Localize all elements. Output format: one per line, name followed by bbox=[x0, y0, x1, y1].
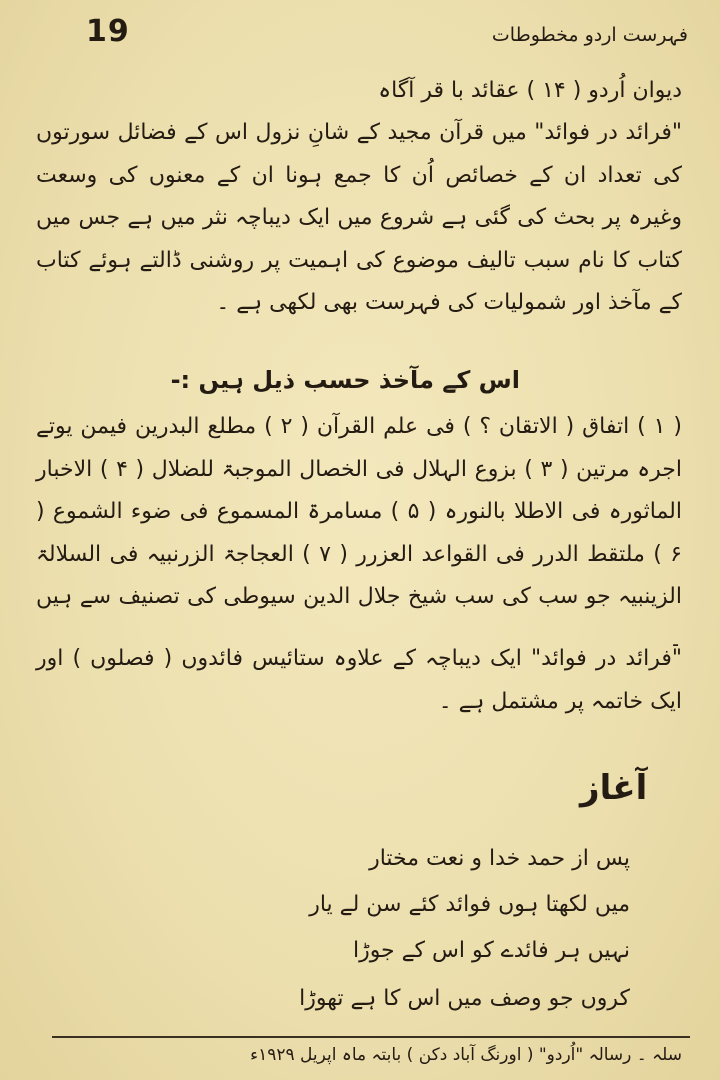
contents-paragraph: "فرائد در فوائد" ایک دیباچہ کے علاوہ ستائیس فائدوں ( فصلوں ) اور ایک خاتمہ پر مشتمل ہے ۔ bbox=[36, 646, 682, 714]
verse-line: کروں جو وصف میں اس کا ہے تھوڑا bbox=[299, 986, 630, 1011]
page-number: 19 bbox=[86, 14, 130, 49]
description-paragraph: "فرائد در فوائد" میں قرآن مجید کے شانِ نزول اس کے فضائل سورتوں کی تعداد ان کے خصائص اُن کا جمع ہونا ان کے معنوں کی وسعت وغیرہ پر بحث کی گئی ہے شروع میں ایک دیباچہ نثر میں ہے جس میں کتاب کا نام سبب تالیف موضوع کی اہمیت پر روشنی ڈالتے ہوئے کتاب کے مآخذ اور شمولیات کی فہرست بھی لکھی ہے ۔ bbox=[36, 120, 682, 315]
running-header: فہرست اردو مخطوطات bbox=[491, 24, 688, 46]
footnote-divider bbox=[52, 1036, 690, 1038]
verse-line: پس از حمد خدا و نعت مختار bbox=[369, 846, 630, 871]
aghaz-heading: آغاز bbox=[580, 768, 648, 808]
verse-line: میں لکھتا ہوں فوائد کئے سن لے یار bbox=[309, 892, 630, 917]
sources-list-paragraph: ( ۱ ) اتفاق ( الاتقان ؟ ) فی علم القرآن ( ۲ ) مطلع البدرین فیمن یوتے اجرہ مرتین ( ۳ ) بزوع الہلال فی الخصال الموجبۃ للضلال ( ۴ ) الاخبار الماثورہ فی الاطلا بالنورہ ( ۵ ) مسامرۃ المسموع فی ضوء الشموع ( ۶ ) ملتقط الدرر فی القواعد العزرر ( ۷ ) العجاجۃ الزرنبیہ فی السلالۃ الزینبیہ جو سب کی سب شیخ جلال الدین سیوطی کی تصنیف سے ہیں ۔ bbox=[36, 414, 683, 652]
verse-line: نہیں ہر فائدے کو اس کے جوڑا bbox=[352, 938, 630, 963]
sources-intro: اس کے مآخذ حسب ذیل ہیں :- bbox=[170, 366, 520, 394]
section-title: دیوان اُردو ( ۱۴ ) عقائد با قر آگاہ bbox=[378, 78, 682, 103]
footnote: سلہ ۔ رسالہ "اُردو" ( اورنگ آباد دکن ) بابتہ ماہ اپریل ۱۹۲۹ء bbox=[250, 1045, 682, 1065]
